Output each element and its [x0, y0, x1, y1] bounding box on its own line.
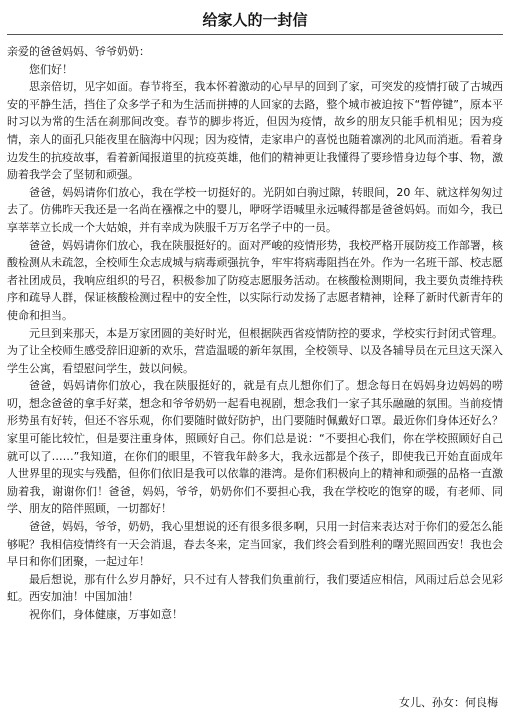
signature: 女儿、孙女：何良梅 — [399, 696, 498, 709]
paragraph-5: 爸爸，妈妈请你们放心，我在陕服挺好的，就是有点儿想你们了。想念每日在妈妈身边妈妈的唠叨，想念爸爸的拿手好菜，想念和爷爷奶奶一起看电视剧，想念我们一家子其乐融融的氛围。当前疫情形势虽有好转，但还不容乐观，你们要随时做好防护，出门要随时佩戴好口罩。最近你们身体还好么？家里可能比较忙，但是要注重身体，照顾好自己。你们总是说：“不要担心我们，你在学校照顾好自己就可以了……”我知道，在你们的眼里，不管我年龄多大，我永远都是个孩子，即使我已开始直面成年人世界里的现实与残酷，但你们依旧是我可以依靠的港湾。是你们积极向上的精神和顽强的品格一直激励着我，谢谢你们！爸爸，妈妈，爷爷，奶奶你们不要担心我，我在学校吃的饱穿的暖，有老师、同学、朋友的陪伴照顾，一切都好！ — [7, 379, 503, 516]
title-divider — [7, 34, 503, 35]
paragraph-3: 爸爸，妈妈请你们放心，我在陕服挺好的。面对严峻的疫情形势，我校严格开展防疫工作部署，核酸检测从未疏忽，全校师生众志成城与病毒顽强抗争，牢牢将病毒阻挡在外。作为一名班干部、校志愿者社团成员，我响应组织的号召，积极参加了防疫志愿服务活动。在核酸检测期间，我主要负责维持秩序和疏导人群，保证核酸检测过程中的安全性，以实际行动发扬了志愿者精神，诠释了新时代新青年的使命和担当。 — [7, 238, 503, 322]
paragraph-2: 爸爸，妈妈请你们放心，我在学校一切挺好的。光阴如白驹过隙，转眼间，20 年、就这样匆匆过去了。仿佛昨天我还是一名尚在襁褓之中的婴儿，咿呀学语喊里永远喊得都是爸爸妈妈。而如今，我已享莘莘立长成一个大姑娘，并有幸成为陕服千万万名学子中的一员。 — [7, 185, 503, 234]
letter-body — [7, 43, 503, 624]
greeting: 您们好！ — [29, 62, 73, 76]
paragraph-6: 爸爸，妈妈，爷爷，奶奶，我心里想说的还有很多很多啊，只用一封信来表达对于你们的爱怎么能够呢？我相信疫情终有一天会消退，春去冬来，定当回家，我们终会看到胜利的曙光照回西安！我也会早日和你们团聚，一起过年！ — [7, 520, 503, 569]
closing-wish: 祝你们，身体健康，万事如意！ — [29, 608, 183, 621]
salutation: 亲爱的爸爸妈妈、爷爷奶奶： — [7, 45, 150, 58]
letter-title: 给家人的一封信 — [202, 11, 308, 29]
paragraph-4: 元旦到来那天，本是万家团圆的美好时光，但根据陕西省疫情防控的要求，学校实行封闭式管理。为了让全校师生感受辞旧迎新的欢乐，营造温暖的新年氛围，全校领导、以及各辅导员在元旦这天深入学生公寓，看望慰问学生，鼓以问候。 — [7, 326, 503, 375]
paragraph-1: 思亲倍切，见字如面。春节将至，我本怀着激动的心早早的回到了家，可突发的疫情打破了古城西安的平静生活，挡住了众多学子和为生活而拼搏的人回家的去路，整个城市被迫按下“暂停键”，原本平时习以为常的生活在刹那间改变。春节的脚步将近，但因为疫情，故乡的朋友只能手机相见；因为疫情，亲人的面孔只能夜里在脑海中闪现；因为疫情，走家串户的喜悦也随着凛冽的北风而消逝。看着身边发生的抗疫故事，看着新闻报道里的抗疫英雄，他们的精神更让我懂得了要珍惜身边每个事、物，激励着我学会了坚韧和顽强。 — [7, 80, 503, 182]
paragraph-7: 最后想说，那有什么岁月静好，只不过有人替我们负重前行，我们要适应相信，风雨过后总会见彩虹。西安加油！中国加油！ — [7, 572, 503, 604]
